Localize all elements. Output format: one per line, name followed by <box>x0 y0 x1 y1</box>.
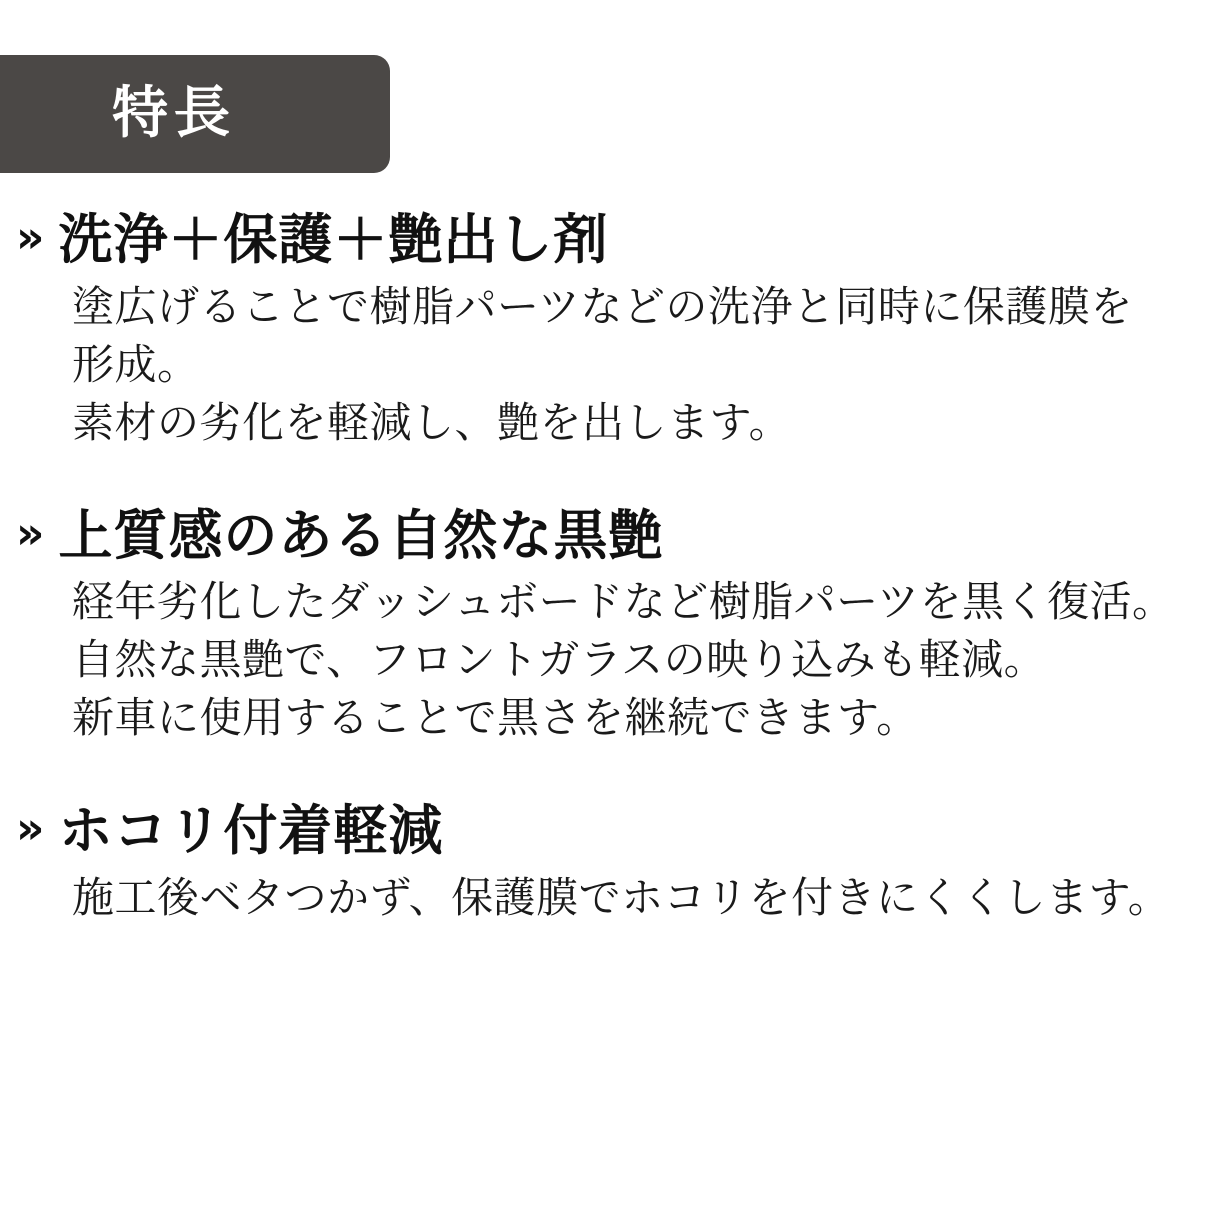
feature-heading <box>0 799 1214 863</box>
feature-description-line: 新車に使用することで黒さを継続できます。 <box>72 693 919 743</box>
feature-description-line: 経年劣化したダッシュボードなど樹脂パーツを黒く復活。 <box>72 577 1175 627</box>
feature-item <box>0 799 1214 927</box>
feature-description <box>0 278 1214 452</box>
feature-title: ホコリ付着軽減 <box>58 799 444 863</box>
feature-item <box>0 504 1214 748</box>
feature-description <box>0 869 1214 927</box>
feature-description-line: 形成。 <box>72 339 200 389</box>
section-title: 特長 <box>112 81 236 146</box>
double-chevron-icon: » <box>16 803 45 855</box>
feature-item <box>0 208 1214 452</box>
feature-description-line: 素材の劣化を軽減し、艶を出します。 <box>72 397 792 447</box>
feature-heading <box>0 208 1214 272</box>
feature-list <box>0 208 1214 927</box>
double-chevron-icon: » <box>16 212 45 263</box>
feature-description-line: 塗広げることで樹脂パーツなどの洗浄と同時に保護膜を <box>72 281 1133 331</box>
feature-description-line: 自然な黒艶で、フロントガラスの映り込みも軽減。 <box>72 635 1047 685</box>
feature-description <box>0 573 1214 747</box>
double-chevron-icon: » <box>16 507 45 559</box>
section-header-tab <box>0 55 390 173</box>
feature-title: 上質感のある自然な黒艶 <box>58 503 664 567</box>
feature-description-line: 施工後ベタつかず、保護膜でホコリを付きにくくします。 <box>72 872 1171 922</box>
feature-title: 洗浄＋保護＋艶出し剤 <box>58 208 609 271</box>
feature-heading <box>0 504 1214 568</box>
